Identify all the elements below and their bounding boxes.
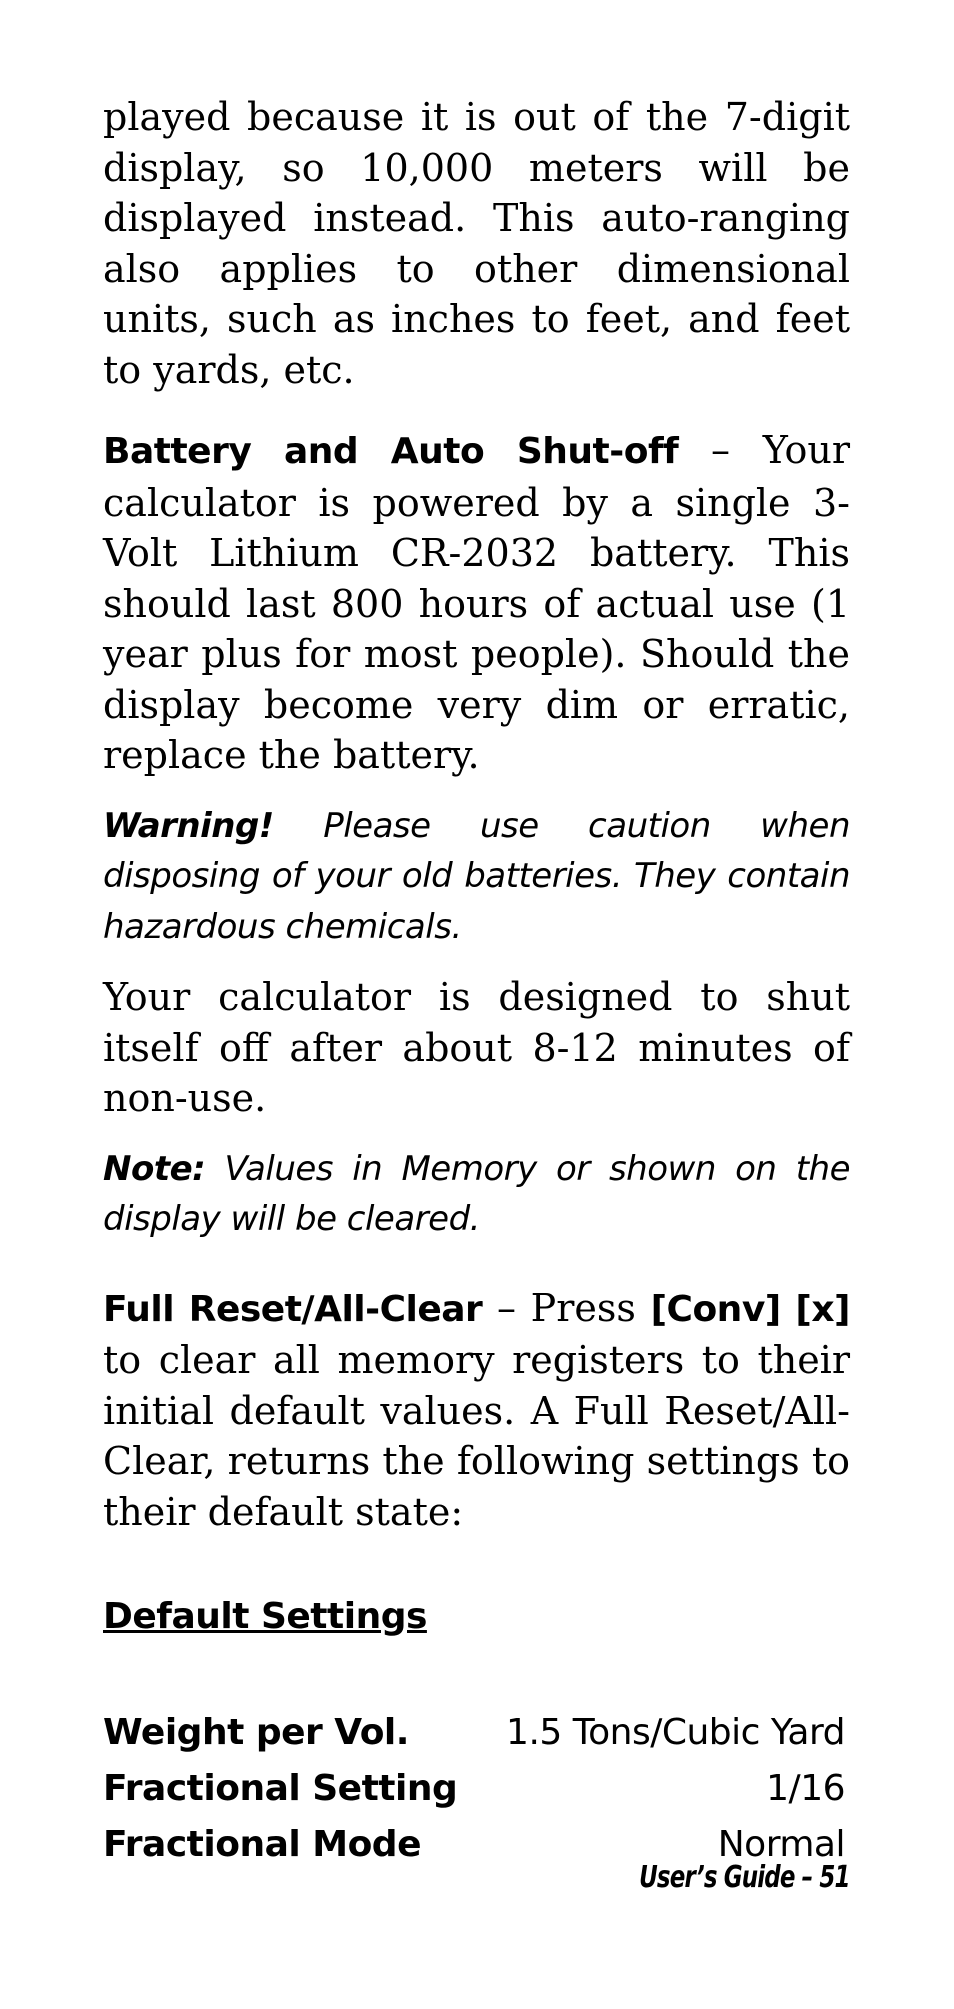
- page-footer: User’s Guide – 51: [639, 1860, 850, 1895]
- shutoff-paragraph: Your calculator is designed to shut itself off after about 8-12 minutes of non-use.: [103, 975, 850, 1120]
- default-settings-title: Default Settings: [103, 1596, 427, 1637]
- setting-row: [103, 1705, 845, 1761]
- setting-value: 1/16: [766, 1768, 845, 1809]
- reset-dash: – Press: [482, 1285, 651, 1330]
- note-lead: Note:: [103, 1148, 206, 1189]
- reset-body: to clear all memory registers to their initial default values. A Full Reset/All-Clear, returns the following settings to their default state:: [103, 1338, 850, 1534]
- setting-value: 1.5 Tons/Cubic Yard: [506, 1712, 845, 1753]
- setting-name: Fractional Mode: [103, 1824, 421, 1865]
- reset-heading: Full Reset/All-Clear: [103, 1288, 483, 1330]
- battery-paragraph: [103, 425, 850, 781]
- setting-value: Normal: [717, 1824, 845, 1865]
- warning-paragraph: [103, 801, 850, 953]
- reset-paragraph: [103, 1283, 850, 1538]
- setting-name: Fractional Setting: [103, 1768, 458, 1809]
- note-body: Values in Memory or shown on the display will be cleared.: [103, 1148, 850, 1239]
- reset-keys: [Conv] [x]: [650, 1288, 850, 1330]
- battery-dash: –: [678, 428, 763, 472]
- manual-page: [103, 92, 850, 1873]
- continuation-paragraph: played because it is out of the 7-digit display, so 10,000 meters will be displayed instead. This auto-ranging also applies to other dimensional units, such as inches to feet, and feet to yards, etc.: [103, 95, 850, 392]
- setting-name: Weight per Vol.: [103, 1712, 409, 1753]
- battery-body: Your calculator is powered by a single 3-Volt Lithium CR-2032 battery. This should last 800 hours of actual use (1 year plus for most people). Should the display become very dim or erratic, replace the battery.: [103, 428, 850, 777]
- warning-lead: Warning!: [103, 805, 274, 846]
- note-paragraph: [103, 1144, 850, 1245]
- warning-body: Please use caution when disposing of your old batteries. They contain hazardous chemicals.: [103, 805, 850, 947]
- default-settings-table: [103, 1705, 845, 1873]
- battery-heading: Battery and Auto Shut-off: [103, 431, 679, 472]
- setting-row: [103, 1761, 845, 1817]
